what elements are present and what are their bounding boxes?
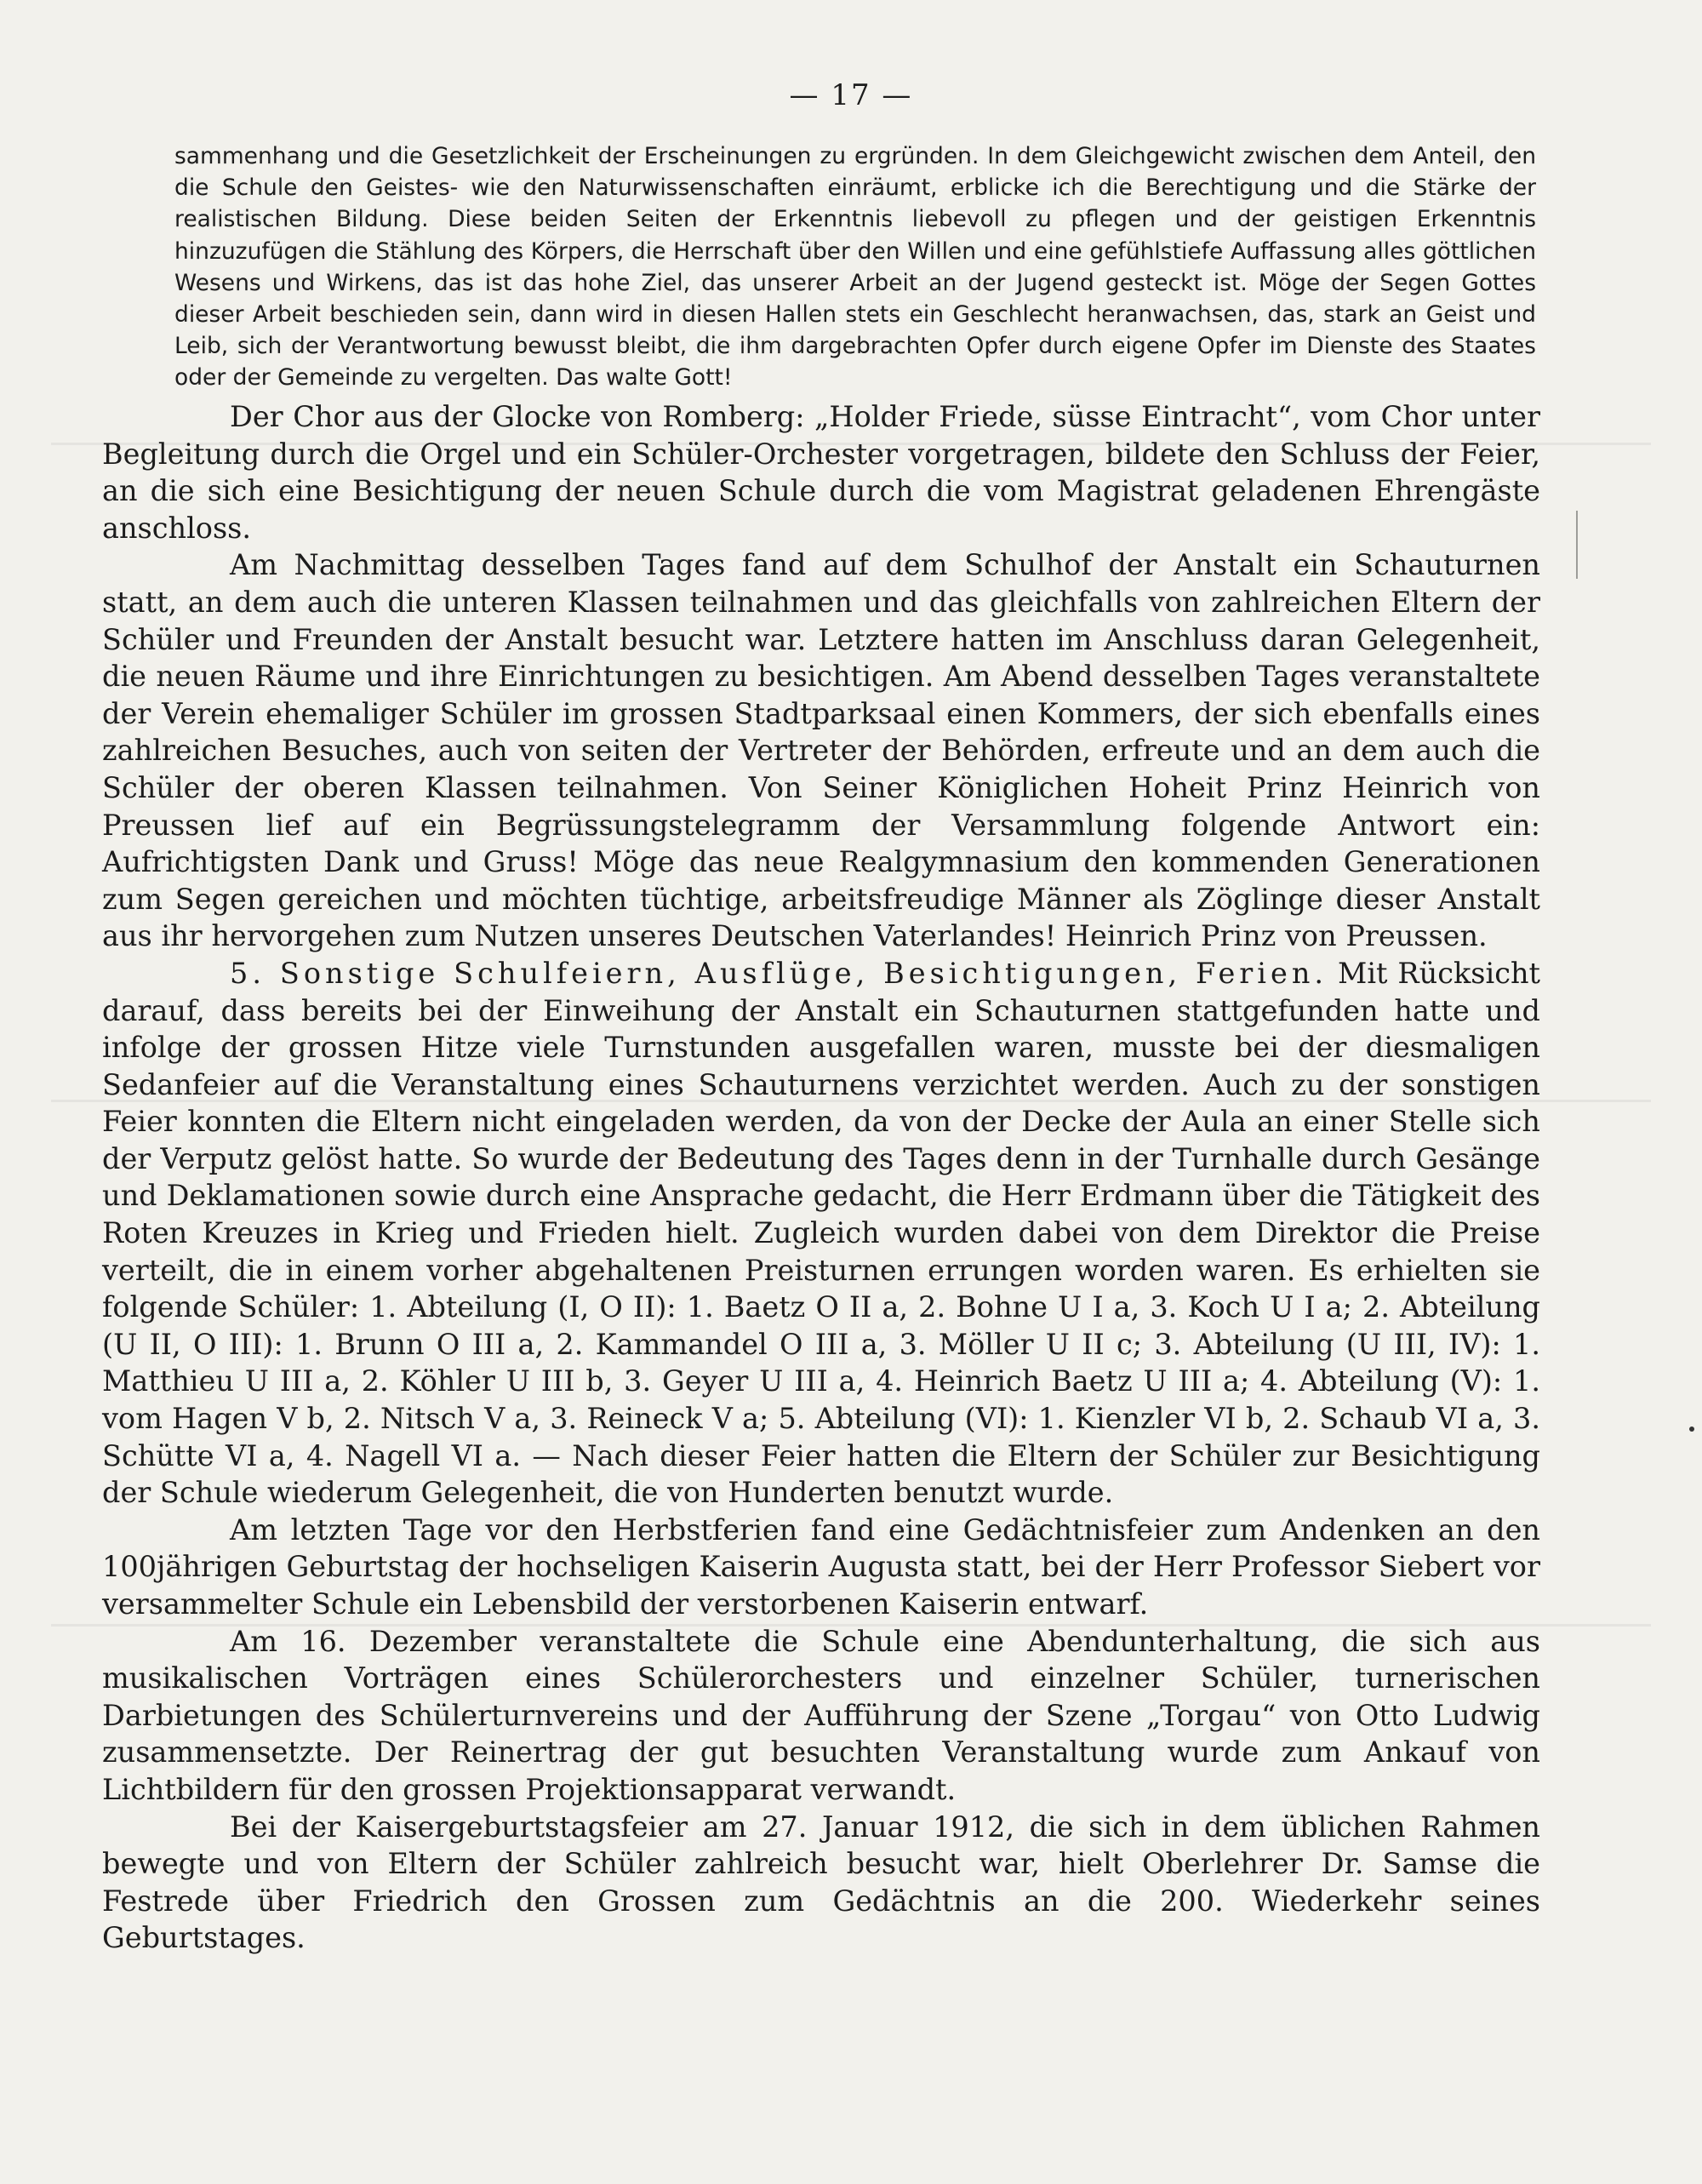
margin-mark	[1576, 511, 1578, 579]
paragraph-evening-entertainment: Am 16. Dezember veranstaltete die Schule eine Abendunterhaltung, die sich aus musikalischen Vorträgen eines Schülerorchesters und einzelner Schüler, turnerischen Darbietungen des Schülerturnvereins und der Aufführung der Szene „Torgau“ von Otto Ludwig zusammensetzte. Der Reinertrag der gut besuchten Veranstaltung wurde zum Ankauf von Lichtbildern für den grossen Projektionsapparat verwandt.	[102, 1624, 1540, 1806]
speck-mark	[1689, 1426, 1694, 1432]
paragraph-afternoon: Am Nachmittag desselben Tages fand auf dem Schulhof der Anstalt ein Schauturnen statt, an dem auch die unteren Klassen teilnahmen und das gleichfalls von zahlreichen Eltern der Schüler und Freunden der Anstalt besucht war. Letztere hatten im Anschluss daran Gelegenheit, die neuen Räume und ihre Einrichtungen zu besichtigen. Am Abend desselben Tages veranstaltete der Verein ehemaliger Schüler im grossen Stadtparksaal einen Kommers, der sich ebenfalls eines zahlreichen Besuches, auch von seiten der Vertreter der Behörden, erfreute und an dem auch die Schüler der oberen Klassen teilnahmen. Von Seiner Königlichen Hoheit Prinz Heinrich von Preussen lief auf ein Begrüssungstelegramm der Versammlung folgende Antwort ein: Aufrichtigsten Dank und Gruss! Möge das neue Realgymnasium den kommenden Generationen zum Segen gereichen und möchten tüchtige, arbeitsfreudige Männer als Zöglinge dieser Anstalt aus ihr hervorgehen zum Nutzen unseres Deutschen Vaterlandes! Heinrich Prinz von Preussen.	[102, 548, 1540, 953]
paragraph-kaiserin-augusta: Am letzten Tage vor den Herbstferien fand eine Gedächtnisfeier zum Andenken an den 100jährigen Geburtstag der hochseligen Kaiserin Augusta statt, bei der Herr Professor Siebert vor versammelter Schule ein Lebensbild der verstorbenen Kaiserin entwarf.	[102, 1512, 1540, 1621]
paragraph-choir: Der Chor aus der Glocke von Romberg: „Holder Friede, süsse Eintracht“, vom Chor unter Begleitung durch die Orgel und ein Schüler-Orchester vorgetragen, bildete den Schluss der Feier, an die sich eine Besichtigung der neuen Schule durch die vom Magistrat geladenen Ehrengäste anschloss.	[102, 400, 1540, 545]
paragraph-school-celebrations	[102, 955, 1540, 1512]
page-number: — 17 —	[789, 78, 913, 112]
section-text: Mit Rücksicht darauf, dass bereits bei der Einweihung der Anstalt ein Schauturnen stattgefunden hatte und infolge der grossen Hitze viele Turnstunden ausgefallen waren, musste bei der diesmaligen Sedanfeier auf die Veranstaltung eines Schauturnens verzichtet werden. Auch zu der sonstigen Feier konnten die Eltern nicht eingeladen werden, da von der Decke der Aula an einer Stelle sich der Verputz gelöst hatte. So wurde der Bedeutung des Tages denn in der Turnhalle durch Gesänge und Deklamationen sowie durch eine Ansprache gedacht, die Herr Erdmann über die Tätigkeit des Roten Kreuzes in Krieg und Frieden hielt. Zugleich wurden dabei von dem Direktor die Preise verteilt, die in einem vorher abgehaltenen Preisturnen errungen worden waren. Es erhielten sie folgende Schüler: 1. Abteilung (I, O II): 1. Baetz O II a, 2. Bohne U I a, 3. Koch U I a; 2. Abteilung (U II, O III): 1. Brunn O III a, 2. Kammandel O III a, 3. Möller U II c; 3. Abteilung (U III, IV): 1. Matthieu U III a, 2. Köhler U III b, 3. Geyer U III a, 4. Heinrich Baetz U III a; 4. Abteilung (V): 1. vom Hagen V b, 2. Nitsch V a, 3. Reineck V a; 5. Abteilung (VI): 1. Kienzler VI b, 2. Schaub VI a, 3. Schütte VI a, 4. Nagell VI a. — Nach dieser Feier hatten die Eltern der Schüler zur Besichtigung der Schule wiederum Gelegenheit, die von Hunderten benutzt wurde.	[102, 956, 1540, 1510]
speech-quote-block: sammenhang und die Gesetzlichkeit der Erscheinungen zu ergründen. In dem Gleichgewicht zwischen dem Anteil, den die Schule den Geistes- wie den Naturwissenschaften einräumt, erblicke ich die Berechtigung und die Stärke der realistischen Bildung. Diese beiden Seiten der Erkenntnis liebevoll zu pflegen und der geistigen Erkenntnis hinzuzufügen die Stählung des Körpers, die Herrschaft über den Willen und eine gefühlstiefe Auffassung alles göttlichen Wesens und Wirkens, das ist das hohe Ziel, das unserer Arbeit an der Jugend gesteckt ist. Möge der Segen Gottes dieser Arbeit beschieden sein, dann wird in diesen Hallen stets ein Geschlecht heranwachsen, das, stark an Geist und Leib, sich der Verantwortung bewusst bleibt, die ihm dargebrachten Opfer durch eigene Opfer im Dienste des Staates oder der Gemeinde zu vergelten. Das walte Gott!	[174, 143, 1536, 392]
section-heading: 5. Sonstige Schulfeiern, Ausflüge, Besichtigungen, Ferien.	[230, 956, 1328, 990]
body-text	[102, 398, 1540, 1957]
paragraph-kaiser-birthday: Bei der Kaisergeburtstagsfeier am 27. Januar 1912, die sich in dem üblichen Rahmen bewegte und von Eltern der Schüler zahlreich besucht war, hielt Oberlehrer Dr. Samse die Festrede über Friedrich den Grossen zum Gedächtnis an die 200. Wiederkehr seines Geburtstages.	[102, 1810, 1540, 1955]
